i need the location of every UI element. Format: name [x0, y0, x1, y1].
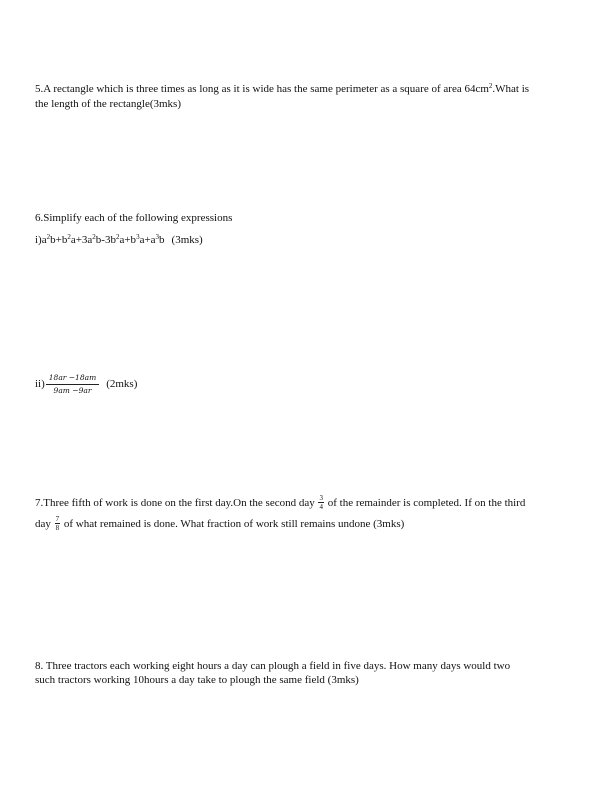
q6i-sup: 2 [67, 233, 71, 241]
q7-text-c: day [35, 518, 51, 530]
q6i-term: b-3b [95, 234, 116, 246]
q7-line-2 [35, 515, 404, 533]
q7-text-a: 7.Three fifth of work is done on the first day.On the second day [35, 497, 315, 509]
q6-part-ii [35, 373, 137, 396]
q7-text-d: of what remained is done. What fraction of work still remains undone (3mks) [63, 518, 405, 530]
q6i-prefix: i)a [35, 234, 47, 246]
q6ii-denominator: 9am −9ar [53, 386, 92, 395]
q6i-term: a+a [139, 234, 156, 246]
q6i-sup: 3 [155, 233, 160, 241]
q5-line-1 [35, 82, 529, 96]
q8-line-1: 8. Three tractors each working eight hours a day can plough a field in five days. How many days would two [35, 660, 511, 672]
q6ii-prefix: ii) [35, 378, 45, 391]
q6i-term: b+b [50, 234, 68, 246]
q7-text-b: of the remainder is completed. If on the third [327, 497, 526, 509]
q6i-marks: (3mks) [171, 234, 203, 246]
q6ii-numerator: 18ar −18am [46, 373, 99, 385]
q5-superscript: 2 [488, 82, 493, 90]
q5-line-2: the length of the rectangle(3mks) [35, 98, 182, 110]
q6i-term: b [159, 234, 165, 246]
q7-fraction-7-8: $\frac{7}{8}$ [55, 514, 60, 532]
q6i-sup: 2 [92, 233, 96, 241]
q6i-term: a+3a [70, 234, 93, 246]
q7-line-1 [35, 494, 525, 512]
q6i-sup: 2 [115, 233, 120, 241]
q5-text-a: 5.A rectangle which is three times as long as it is wide has the same perimeter as a square of area 64cm [35, 83, 489, 95]
q7-fraction-3-4: $\frac{3}{4}$ [319, 493, 323, 511]
q6i-sup: 2 [46, 233, 51, 241]
q5-text-b: .What is [492, 83, 530, 95]
q6-part-i [35, 233, 203, 247]
q6-title: 6.Simplify each of the following expressions [35, 212, 233, 224]
q6ii-fraction [46, 373, 99, 396]
q6ii-marks: (2mks) [106, 378, 138, 391]
q8-line-2: such tractors working 10hours a day take to plough the same field (3mks) [35, 674, 359, 686]
q6i-term: a+b [119, 234, 137, 246]
q6i-sup: 3 [136, 233, 140, 241]
